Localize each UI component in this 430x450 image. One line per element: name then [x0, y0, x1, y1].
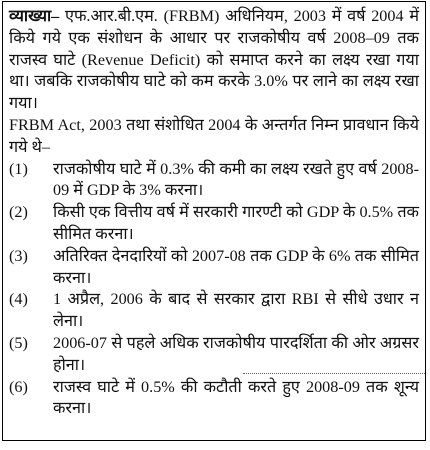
item-text: राजस्व घाटे में 0.5% की कटौती करते हुए 2008-09 तक शून्य करना।	[53, 377, 419, 418]
explanation-box	[2, 1, 426, 441]
list-item	[9, 377, 419, 421]
item-text: 1 अप्रैल, 2006 के बाद से सरकार द्वारा RBI से सीधे उधार न लेना।	[53, 290, 419, 331]
item-number: (6)	[9, 377, 28, 396]
explanation-text: एफ.आर.बी.एम. (FRBM) अधिनियम, 2003 में वर्ष 2004 में किये गये एक संशोधन के आधार पर राजकोषीय वर्ष 2008–09 तक राजस्व घाटे (Revenue Deficit) को समाप्त करने का लक्ष्य रखा गया था। जबकि राजकोषीय घाटे को कम करके 3.0% पर लाने का लक्ष्य रखा गया।	[9, 7, 419, 113]
item-number: (3)	[9, 246, 28, 265]
item-text: राजकोषीय घाटे में 0.3% की कमी का लक्ष्य रखते हुए वर्ष 2008-09 में GDP के 3% करना।	[53, 159, 419, 200]
list-item	[9, 246, 419, 290]
list-item	[9, 289, 419, 333]
item-number: (5)	[9, 333, 28, 352]
item-text: किसी एक वित्तीय वर्ष में सरकारी गारण्टी को GDP के 0.5% तक सीमित करना।	[53, 203, 419, 243]
list-item	[9, 202, 419, 246]
provisions-list	[9, 159, 419, 421]
item-number: (4)	[9, 290, 28, 309]
explanation-label: व्याख्या–	[9, 7, 60, 25]
list-item	[9, 159, 419, 203]
explanation-paragraph	[9, 6, 419, 115]
item-number: (2)	[9, 203, 28, 222]
item-text: अतिरिक्त देनदारियों को 2007-08 तक GDP के 6% तक सीमित करना।	[53, 246, 419, 287]
item-text: 2006-07 से पहले अधिक राजकोषीय पारदर्शिता की ओर अग्रसर होना।	[53, 333, 419, 374]
provisions-intro: FRBM Act, 2003 तथा संशोधित 2004 के अन्तर्गत निम्न प्रावधान किये गये थे–	[9, 115, 419, 156]
dotted-divider	[243, 373, 425, 374]
item-number: (1)	[9, 159, 28, 178]
list-item	[9, 333, 419, 377]
